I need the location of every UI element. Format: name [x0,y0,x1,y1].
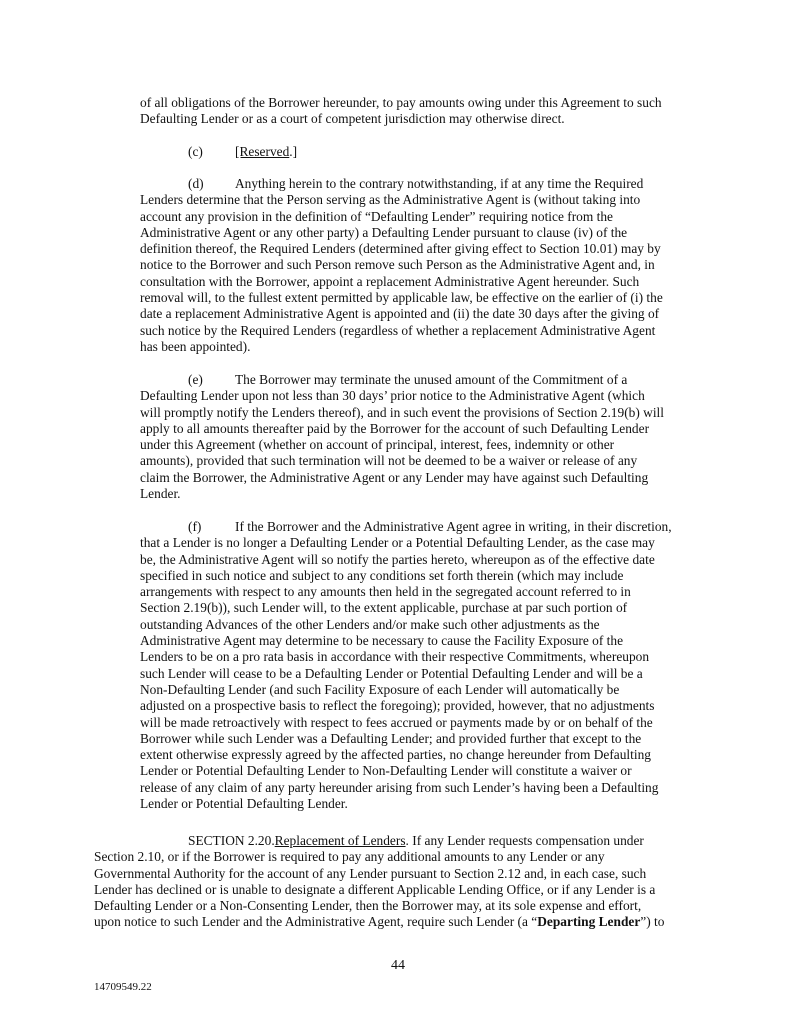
top-paragraph [140,95,662,128]
text-line: arrangements with respect to any amounts then held in the segregated account referred to in [140,584,631,600]
text-line: Anything herein to the contrary notwithstanding, if at any time the Required [235,176,644,191]
text-line: has been appointed). [140,338,251,354]
text-line: Lender or Potential Defaulting Lender to Non-Defaulting Lender will constitute a waiver or [140,763,632,779]
clause-e [140,372,664,502]
text-line: Defaulting Lender upon not less than 30 days’ prior notice to the Administrative Agent (which [140,388,645,404]
page-number: 44 [391,958,405,973]
reserved-text: [Reserved [235,144,290,159]
text-line: will promptly notify the Lenders thereof), and in such event the provisions of Section 2.19(b) will [140,404,664,420]
text-line: Lenders to be on a pro rata basis in accordance with their respective Commitments, whereupon [140,649,650,665]
text-line: date a replacement Administrative Agent is appointed and (ii) the date 30 days after the giving of [140,306,660,322]
reserved-tail: .] [289,144,298,159]
text-line: Administrative Agent may determine to be necessary to cause the Facility Exposure of the [140,633,624,649]
text-line: Governmental Authority for the account of any Lender pursuant to Section 2.12 and, in each case, such [94,865,647,881]
text-line: definition thereof, the Required Lenders (determined after giving effect to Section 10.01) may by [140,241,661,257]
section-heading: SECTION 2.20. [188,833,275,848]
text-line: removal will, to the fullest extent permitted by applicable law, be effective on the earlier of (i) the [140,290,663,306]
text-line: If the Borrower and the Administrative Agent agree in writing, in their discretion, [235,519,672,534]
text-line: specified in such notice and subject to any conditions set forth therein (which may include [140,567,624,583]
text-line: such Lender will cease to be a Defaulting Lender or Potential Defaulting Lender and will be a [140,665,643,681]
text-line: Borrower while such Lender was a Defaulting Lender; and provided further that except to the [140,730,642,746]
text-line: amounts), provided that such termination will not be deemed to be a waiver or release of any [140,453,638,469]
text-line: be, the Administrative Agent will so notify the parties hereto, whereupon as of the effective date [140,551,655,567]
text-line: adjusted on a prospective basis to reflect the foregoing); provided, however, that no adjustments [140,698,655,714]
text-line: Section 2.19(b)), such Lender will, to the extent applicable, purchase at par such portion of [140,600,628,616]
text-line: such notice by the Required Lenders (regardless of whether a replacement Administrative Agent [140,322,656,338]
text-line: Lenders determine that the Person serving as the Administrative Agent is (without taking into [140,192,641,208]
text-line: release of any claim of any party hereunder arising from such Lender’s having been a Defaulting [140,779,659,795]
defined-term: Departing Lender [537,914,641,930]
section-title: Replacement of Lenders [274,833,406,848]
document-id: 14709549.22 [94,981,152,993]
text-line: notice to the Borrower and such Person remove such Person as the Administrative Agent and, in [140,257,655,273]
clause-label: (c) [188,144,203,159]
text-line: consultation with the Borrower, appoint a replacement Administrative Agent hereunder. Such [140,273,640,289]
clause-d [140,176,663,355]
text-line: Lender has declined or is unable to designate a different Applicable Lending Office, or if any Lender is a [94,881,656,897]
section-2-20 [94,833,664,931]
text-line: extent otherwise expressly agreed by the affected parties, no change hereunder from Defaulting [140,747,651,763]
text-line: Administrative Agent or any other party) a Defaulting Lender pursuant to clause (iv) of the [140,224,628,240]
text-line: Non-Defaulting Lender (and such Facility Exposure of each Lender will automatically be [140,681,620,697]
clause-label: (e) [188,372,203,387]
text-line: outstanding Advances of the other Lenders and/or make such other adjustments as the [140,616,600,632]
text-line: Section 2.10, or if the Borrower is required to pay any additional amounts to any Lender or any [94,849,605,865]
text-line: account any provision in the definition of “Defaulting Lender” requiring notice from the [140,208,613,224]
text-line: claim the Borrower, the Administrative Agent or any Lender may have against such Defaulting [140,469,649,485]
text-line: The Borrower may terminate the unused amount of the Commitment of a [235,372,628,387]
text-line: . If any Lender requests compensation under [405,833,644,848]
clause-c [188,144,297,160]
text-line: upon notice to such Lender and the Administrative Agent, require such Lender (a “ [94,914,538,930]
text-line: Defaulting Lender or a Non-Consenting Lender, then the Borrower may, at its sole expense and effort, [94,898,642,914]
text-line: Defaulting Lender or as a court of competent jurisdiction may otherwise direct. [140,111,565,127]
text-line: under this Agreement (whether on account of principal, interest, fees, indemnity or other [140,437,615,453]
text-line: of all obligations of the Borrower hereunder, to pay amounts owing under this Agreement to such [140,95,662,110]
text-line: that a Lender is no longer a Defaulting Lender or a Potential Defaulting Lender, as the case may [140,535,655,551]
text-line: Lender. [140,486,181,502]
clause-label: (f) [188,519,202,534]
text-line: will be made retroactively with respect to fees accrued or payments made by or on behalf of the [140,714,653,730]
clause-label: (d) [188,176,204,191]
text-line: ”) to [640,914,665,930]
text-line: Lender or Potential Defaulting Lender. [140,796,348,812]
clause-f [140,519,672,812]
text-line: apply to all amounts thereafter paid by the Borrower for the account of such Defaulting Lender [140,420,650,436]
